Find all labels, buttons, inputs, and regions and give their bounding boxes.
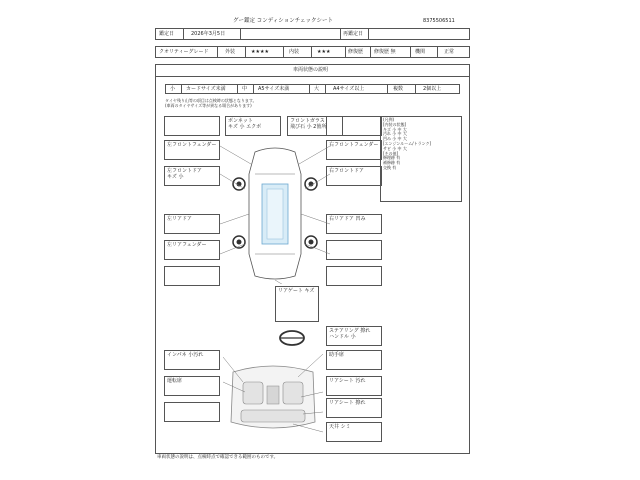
legend-line: キズ 小 中 大 — [383, 126, 407, 132]
legend-line: [内装の状態] — [383, 121, 407, 127]
odometer-label: 機関 — [415, 49, 426, 55]
interior-left-cell-1 — [164, 350, 220, 370]
interior-right-cell-5 — [326, 422, 382, 442]
left-cell-4 — [164, 214, 220, 234]
legend-box — [380, 116, 462, 202]
legend-line: 修理跡 有 — [383, 155, 401, 161]
cell-line: 助手席 — [329, 352, 345, 358]
cell-line: ステアリング 擦れ — [329, 328, 371, 334]
repair-value: 修復歴 無 — [374, 49, 396, 55]
cell-line: リアゲート キズ — [278, 288, 315, 294]
legend-line: 汚れ 小 中 大 — [383, 131, 407, 137]
left-cell-5 — [164, 240, 220, 260]
cell-line: 左リアドア — [167, 216, 192, 222]
cell-line: 左フロントドア — [167, 168, 202, 174]
cell-line: ハンドル 小 — [329, 334, 356, 340]
cell-line: キズ 小 — [167, 174, 184, 180]
left-cell-6 — [164, 266, 220, 286]
car-top-view-diagram — [215, 144, 335, 284]
date-value: 2026年3月5日 — [191, 31, 226, 37]
center-console — [267, 386, 279, 404]
cell-line: リアシート 汚れ — [329, 378, 366, 384]
left-cell-1 — [164, 116, 220, 136]
cell-line: フロントガラス — [290, 118, 325, 124]
size-medium: 中 — [242, 86, 248, 92]
legend-line: 交換 有 — [383, 164, 397, 170]
size-multi: 複数 — [393, 86, 404, 92]
interior-left-cell-2 — [164, 376, 220, 396]
interior-right-cell-1 — [326, 326, 382, 346]
date-label: 鑑定日 — [159, 31, 175, 37]
expiry-label: 再鑑定日 — [343, 31, 364, 37]
cell-line: 右フロントドア — [329, 168, 364, 174]
interior-right-cell-3 — [326, 376, 382, 396]
interior-right-cell-4 — [326, 398, 382, 418]
size-multi-desc: 2個以上 — [423, 86, 442, 92]
rear-seat — [241, 410, 305, 422]
cell-line: 右フロントフェンダー — [329, 142, 379, 148]
legend-line: サビ 小 中 大 — [383, 145, 407, 151]
legend-line: [エンジンルーム/トランク] — [383, 140, 432, 146]
size-medium-desc: A5サイズ未満 — [258, 86, 290, 92]
driver-seat — [243, 382, 263, 404]
note-2: (車両のタイヤサイズ等が異なる場合があります) — [165, 103, 252, 108]
footer-note: 車両状態の説明は、点検時点で確認できる範囲のものです。 — [157, 455, 279, 460]
car-roof — [267, 189, 283, 239]
passenger-seat — [283, 382, 303, 404]
quality-label: クオリティーグレード — [159, 49, 209, 55]
cell-line: リアシート 擦れ — [329, 400, 366, 406]
cell-line: インパネ 小汚れ — [167, 352, 204, 358]
cell-line: 飛び石 小 2箇所 — [290, 124, 327, 130]
size-large-desc: A4サイズ以上 — [333, 86, 365, 92]
condition-sheet — [155, 14, 470, 464]
size-large: 大 — [314, 86, 320, 92]
rear-gate-cell — [275, 286, 319, 322]
exterior-label: 外装 — [225, 49, 236, 55]
legend-heading: (凡例) — [383, 117, 395, 122]
cell-line: キズ 小 エクボ — [228, 124, 262, 130]
left-cell-3 — [164, 166, 220, 186]
sheet-id: 8375506511 — [423, 18, 455, 24]
odometer-value: 正常 — [444, 49, 455, 55]
exterior-value: ★★★★ — [251, 49, 269, 55]
cell-line: 右リアドア 凹み — [329, 216, 366, 222]
bonnet-cell — [225, 116, 281, 136]
interior-left-cell-3 — [164, 402, 220, 422]
cell-line: 左リアフェンダー — [167, 242, 207, 248]
legend-line: 凹み 小 中 大 — [383, 136, 407, 142]
steering-wheel-icon — [278, 329, 306, 347]
size-small: 小 — [170, 86, 176, 92]
cell-line: 左フロントフェンダー — [167, 142, 217, 148]
cell-line: 運転席 — [167, 378, 183, 384]
section-title: 車両状態の説明 — [293, 67, 329, 73]
left-cell-2 — [164, 140, 220, 160]
car-interior-diagram — [223, 352, 323, 452]
interior-value: ★★★ — [317, 49, 331, 55]
interior-label: 内装 — [289, 49, 300, 55]
legend-line: 補修跡 有 — [383, 160, 401, 166]
size-small-desc: カードサイズ未満 — [186, 86, 226, 92]
legend-line: [その他] — [383, 150, 399, 156]
repair-label: 修復歴 — [348, 49, 364, 55]
interior-right-cell-2 — [326, 350, 382, 370]
sheet-title: グー鑑定 コンディションチェックシート — [233, 18, 334, 24]
right-cell-1 — [326, 116, 382, 136]
note-1: タイヤ残り山等の項目は点検時の状態となります。 — [165, 98, 257, 103]
cell-line: 天井 シミ — [329, 424, 351, 430]
cell-line: ボンネット — [228, 118, 253, 124]
